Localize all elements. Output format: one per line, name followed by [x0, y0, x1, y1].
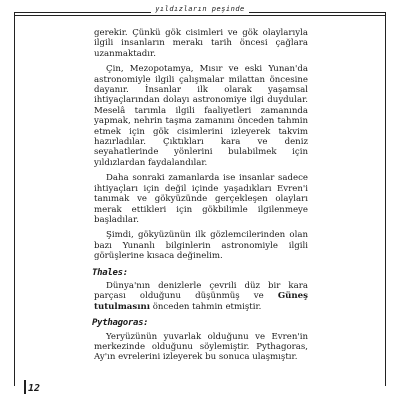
- paragraph-3: Daha sonraki zamanlarda ise insanlar sadece ihtiyaçları için değil içinde yaşadıkları Evren'i tanımak ve gökyüzünde gerçekleşen olayları merak ettikleri için gökbilimle ilgilenmeye başladılar.: [94, 173, 308, 225]
- paragraph-thales: [94, 281, 308, 312]
- paragraph-pythagoras: Yeryüzünün yuvarlak olduğunu ve Evren'in merkezinde olduğunu söylemiştir. Pythagoras, Ay'ın evrelerini izleyerek bu sonuca ulaşmıştır.: [94, 331, 308, 363]
- thales-heading: Thales:: [92, 267, 128, 278]
- paragraph-1: gerekir. Çünkü gök cisimleri ve gök olaylarıyla ilgili insanların merakı tarih öncesi çağlara uzanmaktadır.: [94, 28, 308, 59]
- running-title: yıldızların peşinde: [151, 5, 249, 13]
- thales-text-b: önceden tahmin etmiştir.: [149, 301, 262, 312]
- running-header: [0, 5, 400, 13]
- pythagoras-heading: Pythagoras:: [92, 318, 149, 329]
- left-border: [14, 12, 15, 386]
- thales-text-a: Dünya'nın denizlerle çevrili düz bir kara parçası olduğunu düşünmüş ve: [94, 280, 308, 302]
- page-body: [94, 28, 308, 368]
- thales-text-bold: Güneş tutulmasını: [94, 291, 308, 312]
- right-border: [385, 12, 386, 386]
- page-number: 12: [28, 383, 41, 394]
- paragraph-4: Şimdi, gökyüzünün ilk gözlemcilerinden olan bazı Yunanlı bilginlerin astronomiyle ilgili görüşlerine kısaca değinelim.: [94, 230, 308, 262]
- paragraph-2: Çin, Mezopotamya, Mısır ve eski Yunan'da astronomiyle ilgili çalışmalar milattan öncesine dayanır. İnsanlar ilk olarak yaşamsal ihtiyaçlarından dolayı astronomiye ilgi duydular. Meselâ tarımla ilgili faaliyetleri zamanında yapmak, nehrin taşma zamanını önceden tahmin etmek için gök cisimlerini izleyerek takvim hazırladılar. Çıktıkları kara ve deniz seyahatlerinde yönlerini bulabilmek için yıldızlardan faydalandılar.: [94, 64, 308, 168]
